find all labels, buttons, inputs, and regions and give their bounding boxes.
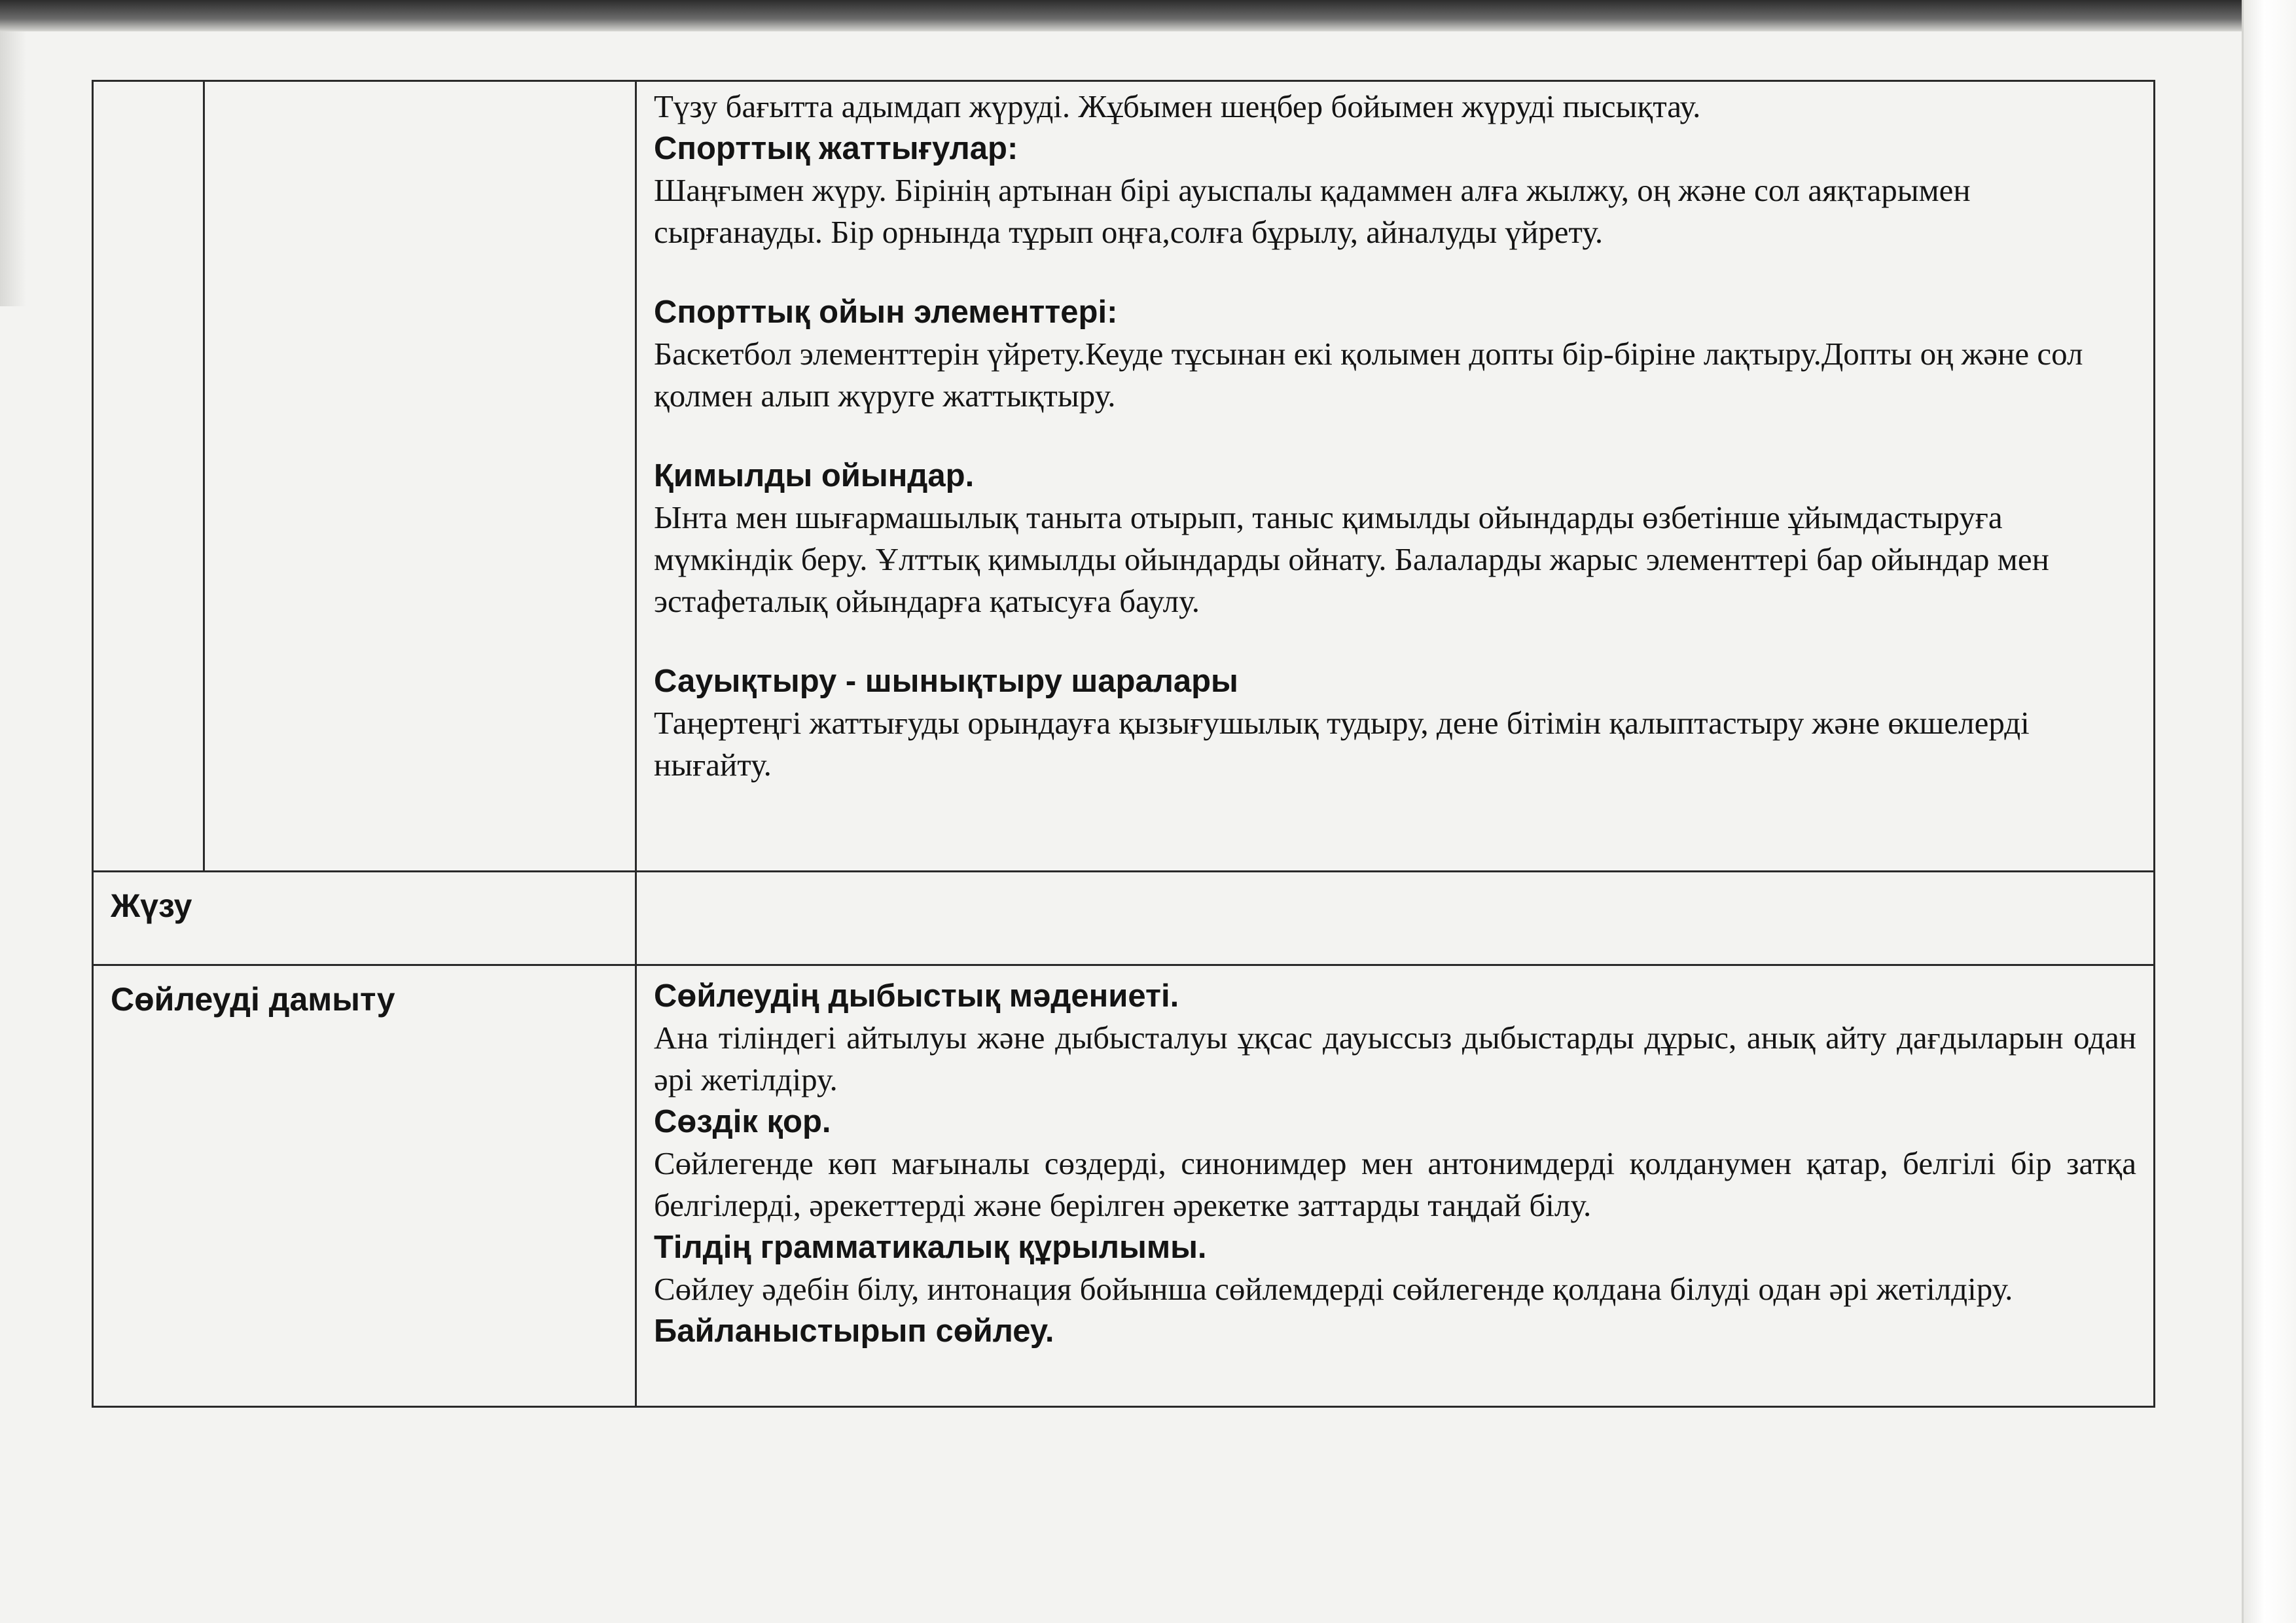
scan-right-edge xyxy=(2242,0,2296,1623)
row-label-cell xyxy=(93,872,636,965)
intro-text: Түзу бағытта адымдап жүруді. Жұбымен шеңбер бойымен жүруді пысықтау. xyxy=(654,88,1701,124)
section-heading: Байланыстырып сөйлеу. xyxy=(654,1313,1054,1349)
table-row xyxy=(93,872,2155,965)
row-content-cell xyxy=(636,965,2155,1407)
section-text: Ана тіліндегі айтылуы және дыбысталуы ұқсас дауыссыз дыбыстарды дұрыс, анық айту дағдыларын одан әрі жетілдіру. xyxy=(654,1020,2136,1097)
table-row xyxy=(93,965,2155,1407)
section-heading: Спорттық жаттығулар xyxy=(654,131,1007,166)
section-text: Таңертеңгі жаттығуды орындауға қызығушылық тудыру, дене бітімін қалыптастыру және өкшелерді нығайту. xyxy=(654,705,2030,783)
row-label-cell xyxy=(93,965,636,1407)
row-label: Сөйлеуді дамыту xyxy=(111,981,395,1018)
section-heading: Сөздік қор. xyxy=(654,1104,831,1139)
section-text: Ынта мен шығармашылық таныта отырып, таныс қимылды ойындарды өзбетінше ұйымдастыруға мүмкіндік беру. Ұлттық қимылды ойындарды ойнату. Балаларды жарыс элементтері бар ойындар мен эстафеталық ойындарға қатысуға баулу. xyxy=(654,499,2049,619)
section-heading: Сөйлеудің дыбыстық мәдениеті. xyxy=(654,978,1179,1014)
section-text: Баскетбол элементтерін үйрету.Кеуде тұсынан екі қолымен допты бір-біріне лақтыру.Допты оң және сол қолмен алып жүруге жаттықтыру. xyxy=(654,336,2083,414)
curriculum-table xyxy=(92,80,2155,1408)
section-text: Сөйлеу әдебін білу, интонация бойынша сөйлемдерді сөйлегенде қолдана білуді одан әрі жетілдіру. xyxy=(654,1271,2013,1307)
row-content-cell xyxy=(636,81,2155,872)
heading-colon: : xyxy=(1007,131,1018,166)
section-heading: Сауықтыру - шынықтыру шаралары xyxy=(654,664,1238,699)
section-text xyxy=(637,872,2153,888)
section-heading: Тілдің грамматикалық құрылымы. xyxy=(654,1230,1207,1265)
row-label: Жүзу xyxy=(111,887,192,924)
margin-cell xyxy=(93,81,204,872)
scan-left-shadow xyxy=(0,31,26,306)
table-row xyxy=(93,81,2155,872)
row-label xyxy=(205,82,635,111)
scan-top-edge xyxy=(0,0,2296,31)
row-label-cell xyxy=(204,81,636,872)
section-heading: Қимылды ойындар. xyxy=(654,458,975,493)
section-text: Сөйлегенде көп мағыналы сөздерді, синонимдер мен антонимдерді қолданумен қатар, белгілі бір затқа белгілерді, әрекеттерді және берілген әрекетке заттарды таңдай білу. xyxy=(654,1145,2136,1223)
section-text: Шаңғымен жүру. Бірінің артынан бірі ауыспалы қадаммен алға жылжу, оң және сол аяқтарымен сырғанауды. Бір орнында тұрып оңға,солға бұрылу, айналуды үйрету. xyxy=(654,172,1971,250)
section-heading: Спорттық ойын элементтері: xyxy=(654,294,1118,330)
row-content-cell xyxy=(636,872,2155,965)
